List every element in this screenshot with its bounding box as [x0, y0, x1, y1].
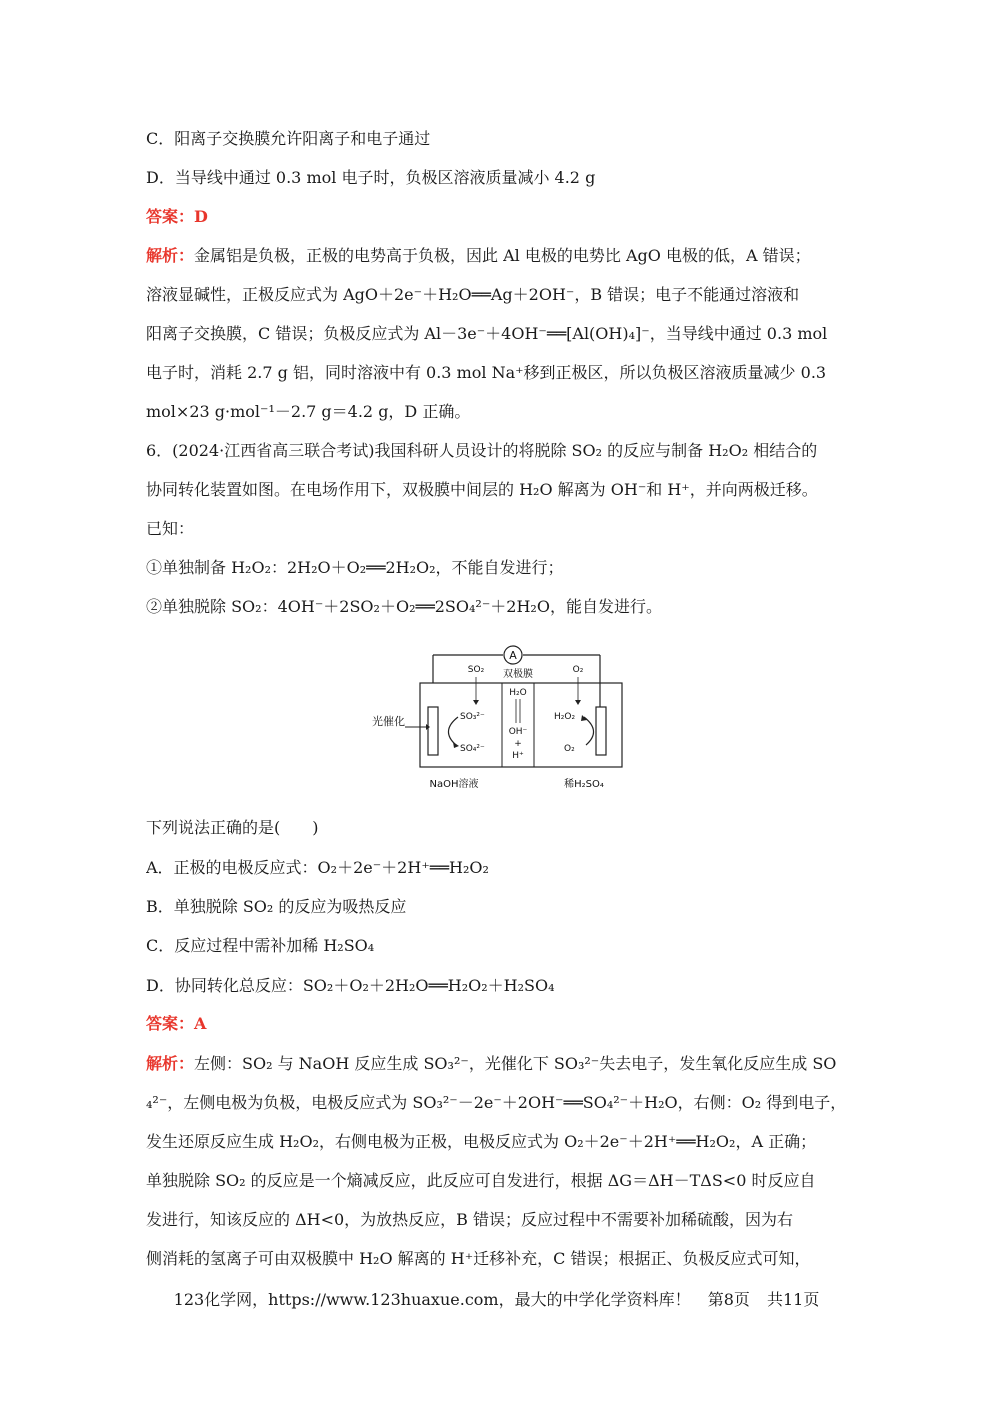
option-c: C．反应过程中需补加稀 H₂SO₄: [146, 936, 375, 955]
known-item-2: ②单独脱除 SO₂：4OH⁻＋2SO₂＋O₂══2SO₄²⁻＋2H₂O，能自发进行。: [146, 597, 662, 616]
page-footer: [0, 1289, 993, 1311]
analysis-prev-line-1: 解析：金属铝是负极，正极的电势高于负极，因此 Al 电极的电势比 AgO 电极的低，A 错误；: [146, 246, 811, 265]
analysis-line-5: 发进行，知该反应的 ΔH<0，为放热反应，B 错误；反应过程中不需要补加稀硫酸，因为右: [146, 1210, 794, 1229]
h2o-label: H₂O: [509, 688, 527, 698]
option-d-prev: D．当导线中通过 0.3 mol 电子时，负极区溶液质量减小 4.2 g: [146, 168, 596, 187]
analysis-line-1: 解析：左侧：SO₂ 与 NaOH 反应生成 SO₃²⁻，光催化下 SO₃²⁻失去电子，发生氧化反应生成 SO: [146, 1054, 837, 1073]
so3-label: SO₃²⁻: [460, 712, 485, 722]
analysis-line-6: 侧消耗的氢离子可由双极膜中 H₂O 解离的 H⁺迁移补充，C 错误；根据正、负极反应式可知，: [146, 1249, 811, 1268]
analysis-label: 解析：: [146, 1054, 195, 1073]
so4-label: SO₄²⁻: [460, 744, 485, 754]
option-c-prev: C．阳离子交换膜允许阳离子和电子通过: [146, 129, 431, 148]
h-plus-label: H⁺: [512, 751, 524, 761]
analysis-prev-line-5: mol×23 g·mol⁻¹－2.7 g＝4.2 g，D 正确。: [146, 402, 471, 421]
plus-label: +: [514, 739, 522, 749]
ammeter-label: A: [509, 649, 517, 662]
o2-bottom-label: O₂: [564, 744, 575, 754]
footer-page-number: 第8页: [707, 1290, 750, 1309]
right-solution-label: 稀H₂SO₄: [564, 779, 604, 790]
answer-prev: 答案：D: [146, 207, 208, 226]
analysis-prev-line-2: 溶液显碱性，正极反应式为 AgO＋2e⁻＋H₂O══Ag＋2OH⁻，B 错误；电子不能通过溶液和: [146, 285, 800, 304]
oh-label: OH⁻: [508, 727, 528, 737]
right-electrode: [596, 707, 606, 755]
left-solution-label: NaOH溶液: [429, 779, 479, 790]
option-a: A．正极的电极反应式：O₂＋2e⁻＋2H⁺══H₂O₂: [146, 858, 489, 877]
analysis-label: 解析：: [146, 246, 195, 265]
analysis-line-4: 单独脱除 SO₂ 的反应是一个熵减反应，此反应可自发进行，根据 ΔG＝ΔH－TΔS<0 时反应自: [146, 1171, 816, 1190]
analysis-line-3: 发生还原反应生成 H₂O₂，右侧电极为正极，电极反应式为 O₂＋2e⁻＋2H⁺══H₂O₂，A 正确；: [146, 1132, 817, 1151]
known-item-1: ①单独制备 H₂O₂：2H₂O＋O₂══2H₂O₂，不能自发进行；: [146, 558, 564, 577]
option-b: B．单独脱除 SO₂ 的反应为吸热反应: [146, 897, 407, 916]
left-electrode: [428, 707, 438, 755]
footer-site: 123化学网，https://www.123huaxue.com，最大的中学化学资料库！: [173, 1290, 691, 1309]
question-6-line-2: 协同转化装置如图。在电场作用下，双极膜中间层的 H₂O 解离为 OH⁻和 H⁺，并向两极迁移。: [146, 480, 818, 499]
analysis-line-2: ₄²⁻，左侧电极为负极，电极反应式为 SO₃²⁻－2e⁻＋2OH⁻══SO₄²⁻＋H₂O，右侧：O₂ 得到电子，: [146, 1093, 847, 1112]
question-stem: 下列说法正确的是( ): [146, 818, 319, 837]
question-6-line-1: 6．(2024·江西省高三联合考试)我国科研人员设计的将脱除 SO₂ 的反应与制备 H₂O₂ 相结合的: [146, 441, 818, 460]
electrolysis-diagram: [368, 637, 628, 799]
question-6-known: 已知：: [146, 519, 195, 538]
o2-top-label: O₂: [572, 665, 584, 675]
h2o2-label: H₂O₂: [554, 712, 576, 722]
membrane-label: 双极膜: [503, 669, 533, 680]
answer: 答案：A: [146, 1014, 207, 1033]
footer-total-pages: 共11页: [766, 1290, 820, 1309]
option-d: D．协同转化总反应：SO₂＋O₂＋2H₂O══H₂O₂＋H₂SO₄: [146, 976, 555, 995]
light-label: 光催化: [372, 715, 405, 728]
so2-label: SO₂: [467, 665, 485, 675]
analysis-prev-line-4: 电子时，消耗 2.7 g 铝，同时溶液中有 0.3 mol Na⁺移到正极区，所以负极区溶液质量减少 0.3: [146, 363, 827, 382]
analysis-prev-line-3: 阳离子交换膜，C 错误；负极反应式为 Al－3e⁻＋4OH⁻══[Al(OH)₄]⁻，当导线中通过 0.3 mol: [146, 324, 828, 343]
